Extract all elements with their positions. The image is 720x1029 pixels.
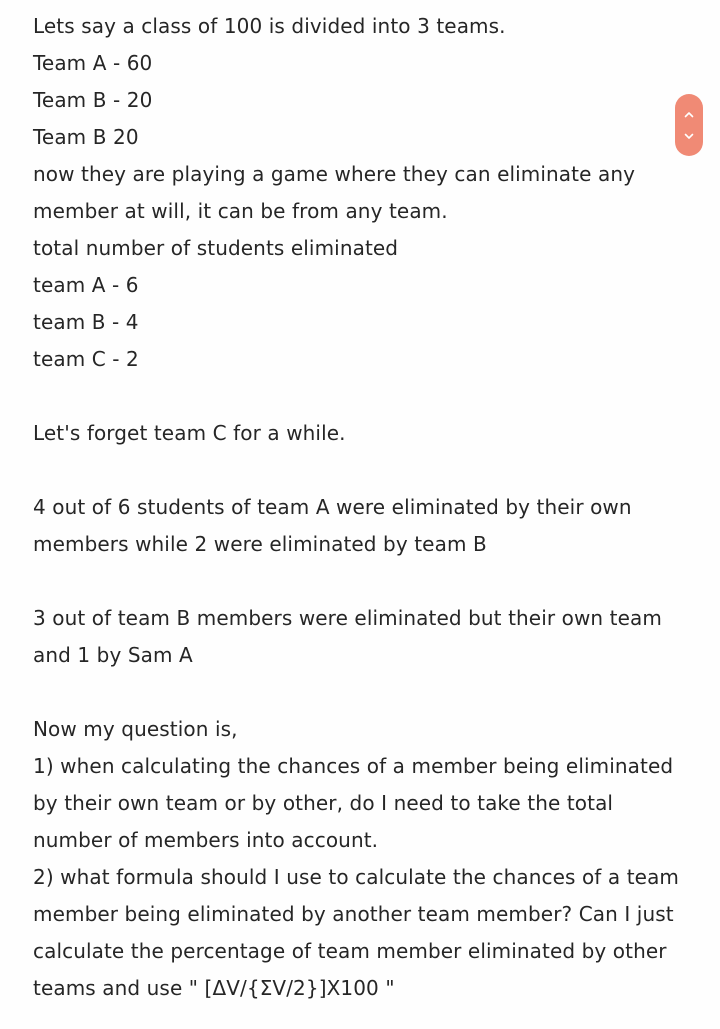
note-body xyxy=(33,8,683,1007)
note-line: and 1 by Sam A xyxy=(33,643,193,667)
chevron-up-icon[interactable] xyxy=(675,104,703,124)
note-line: members while 2 were eliminated by team B xyxy=(33,532,487,556)
chevron-down-icon[interactable] xyxy=(675,126,703,146)
note-line: by their own team or by other, do I need to take the total xyxy=(33,791,614,815)
note-line: 2) what formula should I use to calculate the chances of a team xyxy=(33,865,680,889)
note-line: team C - 2 xyxy=(33,347,139,371)
note-line: teams and use " [ΔV/{ΣV/2}]X100 " xyxy=(33,976,395,1000)
note-line: number of members into account. xyxy=(33,828,379,852)
note-line: team A - 6 xyxy=(33,273,139,297)
note-line: now they are playing a game where they can eliminate any xyxy=(33,162,636,186)
note-line: calculate the percentage of team member eliminated by other xyxy=(33,939,667,963)
note-line: total number of students eliminated xyxy=(33,236,399,260)
note-line: Let's forget team C for a while. xyxy=(33,421,346,445)
note-line: Now my question is, xyxy=(33,717,238,741)
note-line: Team A - 60 xyxy=(33,51,153,75)
blank-line xyxy=(33,563,683,600)
scroll-control[interactable] xyxy=(675,94,703,156)
note-line: 4 out of 6 students of team A were eliminated by their own xyxy=(33,495,632,519)
note-line: 1) when calculating the chances of a member being eliminated xyxy=(33,754,674,778)
note-line: 3 out of team B members were eliminated but their own team xyxy=(33,606,662,630)
note-line: Team B 20 xyxy=(33,125,139,149)
blank-line xyxy=(33,452,683,489)
blank-line xyxy=(33,378,683,415)
note-line: team B - 4 xyxy=(33,310,139,334)
note-line: member being eliminated by another team member? Can I just xyxy=(33,902,674,926)
note-line: member at will, it can be from any team. xyxy=(33,199,448,223)
note-line: Lets say a class of 100 is divided into 3 teams. xyxy=(33,14,506,38)
note-line: Team B - 20 xyxy=(33,88,153,112)
blank-line xyxy=(33,674,683,711)
